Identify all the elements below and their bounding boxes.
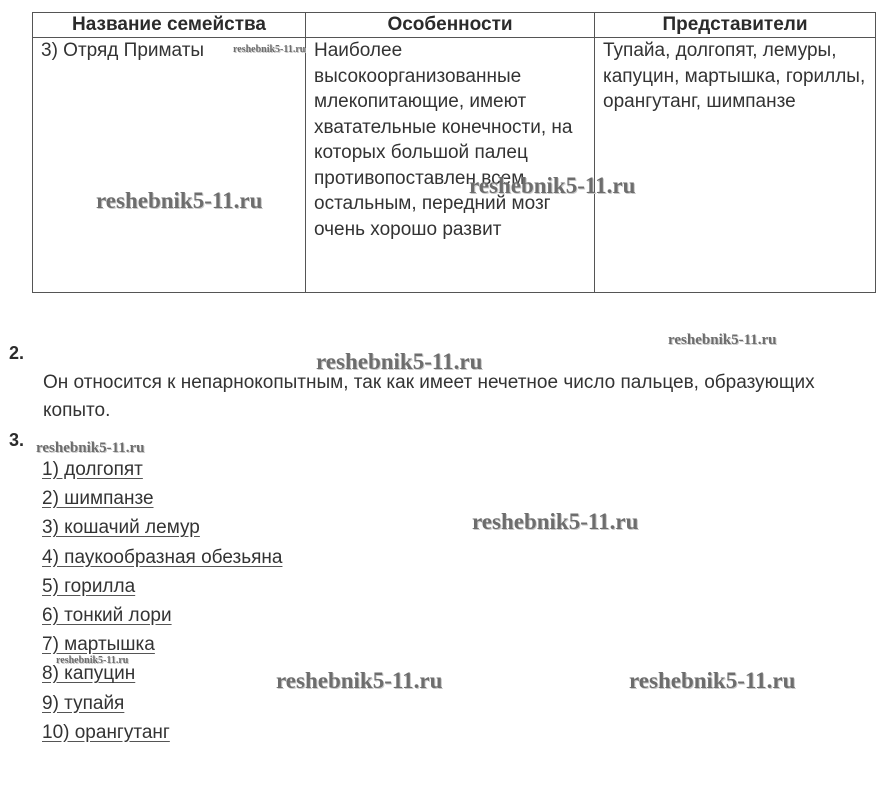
list-item (42, 719, 282, 748)
watermark: reshebnik5-11.ru (469, 173, 636, 198)
list-item-text: 6) тонкий лори (42, 604, 172, 626)
list-item (42, 690, 282, 719)
cell-family: 3) Отряд Приматы (33, 38, 306, 293)
list-item-text: 2) шимпанзе (42, 488, 154, 510)
header-representatives: Представители (595, 13, 876, 38)
list-item (42, 514, 282, 543)
table-header-row (33, 13, 876, 38)
list-item-text: 7) мартышка (42, 634, 155, 656)
question-3-number: 3. (9, 430, 25, 450)
list-item-text: 1) долгопят (42, 459, 143, 480)
list-item (42, 602, 282, 631)
primates-table (32, 12, 876, 293)
list-item-text: 10) орангутанг (42, 721, 170, 743)
header-features: Особенности (306, 13, 595, 38)
list-item-text: 9) тупайя (42, 692, 125, 714)
cell-features: Наиболее высокоорганизованные млекопитающие, имеют хватательные конечности, на которых большой палец противопоставлен всем остальным, передний мозг очень хорошо развит (306, 38, 595, 293)
table-row (33, 38, 876, 293)
list-item (42, 485, 282, 514)
list-item (42, 573, 282, 602)
header-family: Название семейства (33, 13, 306, 38)
list-item-text: 3) кошачий лемур (42, 517, 200, 539)
watermark: reshebnik5-11.ru (233, 44, 306, 55)
watermark: reshebnik5-11.ru (472, 509, 639, 534)
watermark: reshebnik5-11.ru (316, 349, 483, 374)
list-item (42, 456, 282, 485)
watermark: reshebnik5-11.ru (276, 668, 443, 693)
watermark: reshebnik5-11.ru (36, 440, 145, 456)
question-3-answer-list (42, 456, 282, 748)
cell-representatives: Тупайа, долгопят, лемуры, капуцин, мартышка, гориллы, орангутанг, шимпанзе (595, 38, 876, 293)
watermark: reshebnik5-11.ru (96, 188, 263, 213)
list-item-text: 4) паукообразная обезьяна (42, 546, 283, 568)
question-2-number: 2. (9, 343, 25, 363)
watermark: reshebnik5-11.ru (668, 332, 777, 348)
question-2-answer: Он относится к непарнокопытным, так как имеет нечетное число пальцев, образующих копыто. (43, 372, 815, 421)
list-item (42, 544, 282, 573)
watermark: reshebnik5-11.ru (629, 668, 796, 693)
list-item-text: 5) горилла (42, 575, 136, 597)
list-item-text: 8) капуцин (42, 663, 136, 685)
watermark: reshebnik5-11.ru (56, 655, 129, 666)
